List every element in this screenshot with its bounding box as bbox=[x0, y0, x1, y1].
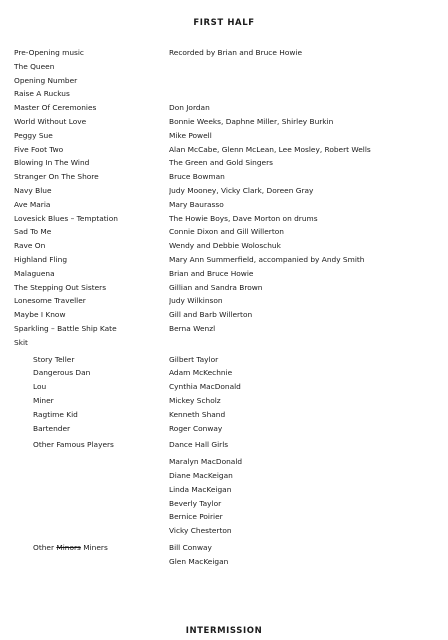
performer-name: Gillian and Sandra Brown bbox=[169, 282, 263, 292]
performer-name bbox=[169, 74, 439, 88]
performer-name: Gilbert Taylor bbox=[169, 354, 219, 364]
act-title: World Without Love bbox=[14, 116, 87, 126]
program-row bbox=[14, 322, 439, 336]
program-row bbox=[14, 74, 439, 88]
other-miners-row bbox=[14, 541, 439, 555]
skit-role: Lou bbox=[33, 382, 47, 392]
skit-role bbox=[14, 455, 169, 469]
act-title: Lonesome Traveller bbox=[14, 296, 86, 306]
skit-cast-list bbox=[14, 353, 439, 538]
other-miners-row bbox=[14, 555, 439, 569]
skit-row bbox=[14, 524, 439, 538]
performer-name: Gill and Barb Willerton bbox=[169, 310, 253, 320]
skit-row bbox=[14, 483, 439, 497]
act-title: Blowing In The Wind bbox=[14, 158, 90, 168]
performer-name: Judy Mooney, Vicky Clark, Doreen Gray bbox=[169, 185, 314, 195]
performer-name: Wendy and Debbie Woloschuk bbox=[169, 241, 281, 251]
program-row bbox=[14, 143, 439, 157]
performer-name: Diane MacKeigan bbox=[169, 470, 233, 480]
program-row bbox=[14, 115, 439, 129]
act-title: Opening Number bbox=[14, 75, 78, 85]
skit-role: Story Teller bbox=[33, 354, 75, 364]
act-title: Skit bbox=[14, 337, 28, 347]
skit-row bbox=[14, 353, 439, 367]
program-row bbox=[14, 46, 439, 60]
performer-name: Recorded by Brian and Bruce Howie bbox=[169, 48, 302, 57]
skit-row bbox=[14, 380, 439, 394]
act-title: Rave On bbox=[14, 241, 46, 251]
other-miners-list bbox=[14, 541, 439, 569]
act-title: Malaguena bbox=[14, 268, 55, 278]
performer-name: Brian and Bruce Howie bbox=[169, 268, 254, 278]
program-list bbox=[14, 46, 439, 568]
performer-name: The Green and Gold Singers bbox=[169, 158, 273, 168]
act-title: The Stepping Out Sisters bbox=[14, 282, 107, 292]
performer-name: Mary Ann Summerfield, accompanied by Andy Smith bbox=[169, 254, 365, 264]
act-title: Maybe I Know bbox=[14, 310, 66, 320]
performer-name: Beverly Taylor bbox=[169, 498, 222, 508]
program-row bbox=[14, 294, 439, 308]
act-title: Ave Maria bbox=[14, 199, 51, 209]
act-title: Sad To Me bbox=[14, 227, 52, 237]
program-row bbox=[14, 253, 439, 267]
skit-role: Bartender bbox=[33, 423, 71, 433]
act-title: Peggy Sue bbox=[14, 130, 53, 140]
program-row bbox=[14, 336, 439, 350]
program-row bbox=[14, 225, 439, 239]
performer-name: Dance Hall Girls bbox=[169, 440, 229, 450]
struck-word: Minors bbox=[56, 542, 81, 552]
act-title: Five Foot Two bbox=[14, 144, 64, 154]
program-row bbox=[14, 281, 439, 295]
act-title: Pre-Opening music bbox=[14, 48, 84, 57]
program-row bbox=[14, 170, 439, 184]
skit-row bbox=[14, 394, 439, 408]
performer-name: Vicky Chesterton bbox=[169, 526, 232, 536]
program-row bbox=[14, 101, 439, 115]
act-title: Raise A Ruckus bbox=[14, 89, 70, 99]
act-title: Stranger On The Shore bbox=[14, 172, 99, 182]
performer-name: Mary Baurasso bbox=[169, 199, 224, 209]
performer-name: Alan McCabe, Glenn McLean, Lee Mosley, Robert Wells bbox=[169, 144, 371, 154]
performer-name: Bonnie Weeks, Daphne Miller, Shirley Burkin bbox=[169, 116, 334, 126]
performer-name: Bruce Bowman bbox=[169, 172, 225, 182]
performer-name: Maralyn MacDonald bbox=[169, 457, 243, 467]
skit-role: Other Famous Players bbox=[33, 440, 114, 450]
skit-role bbox=[14, 483, 169, 497]
program-row bbox=[14, 184, 439, 198]
performer-name bbox=[169, 60, 439, 74]
performer-name: Bill Conway bbox=[169, 542, 212, 552]
skit-role bbox=[14, 469, 169, 483]
program-row bbox=[14, 239, 439, 253]
performer-name: Connie Dixon and Gill Willerton bbox=[169, 227, 284, 237]
skit-role bbox=[14, 510, 169, 524]
performer-name: Bernice Poirier bbox=[169, 512, 223, 522]
skit-role bbox=[14, 497, 169, 511]
performer-name: Adam McKechnie bbox=[169, 368, 233, 378]
first-half-heading: FIRST HALF bbox=[193, 18, 255, 28]
other-miners-label bbox=[14, 541, 169, 555]
performer-name: The Howie Boys, Dave Morton on drums bbox=[169, 213, 318, 223]
skit-role bbox=[14, 524, 169, 538]
skit-row bbox=[14, 366, 439, 380]
performer-name: Judy Wilkinson bbox=[169, 296, 223, 306]
acts-list bbox=[14, 46, 439, 350]
empty-label bbox=[14, 555, 169, 569]
performer-name: Berna Wenzl bbox=[169, 323, 216, 333]
performer-name bbox=[169, 87, 439, 101]
other-label-suffix: Miners bbox=[83, 542, 108, 552]
performer-name: Don Jordan bbox=[169, 103, 210, 113]
program-row bbox=[14, 212, 439, 226]
skit-row bbox=[14, 510, 439, 524]
act-title: Sparkling – Battle Ship Kate bbox=[14, 323, 117, 333]
program-row bbox=[14, 308, 439, 322]
skit-row bbox=[14, 469, 439, 483]
program-row bbox=[14, 267, 439, 281]
skit-role: Ragtime Kid bbox=[33, 409, 78, 419]
program-row bbox=[14, 87, 439, 101]
performer-name: Mike Powell bbox=[169, 130, 212, 140]
performer-name: Linda MacKeigan bbox=[169, 484, 232, 494]
other-label-prefix: Other bbox=[33, 542, 54, 552]
skit-role: Miner bbox=[33, 395, 54, 405]
performer-name: Glen MacKeigan bbox=[169, 556, 229, 566]
skit-row bbox=[14, 422, 439, 436]
skit-row bbox=[14, 497, 439, 511]
skit-row bbox=[14, 438, 439, 452]
act-title: Highland Fling bbox=[14, 254, 68, 264]
act-title: Navy Blue bbox=[14, 185, 52, 195]
program-row bbox=[14, 198, 439, 212]
act-title: Master Of Ceremonies bbox=[14, 103, 97, 113]
performer-name: Roger Conway bbox=[169, 423, 223, 433]
program-row bbox=[14, 60, 439, 74]
performer-name: Kenneth Shand bbox=[169, 409, 226, 419]
program-row bbox=[14, 156, 439, 170]
performer-name: Cynthia MacDonald bbox=[169, 382, 241, 392]
act-title: The Queen bbox=[14, 61, 55, 71]
act-title: Lovesick Blues – Temptation bbox=[14, 213, 118, 223]
performer-name bbox=[169, 336, 439, 350]
intermission-heading: INTERMISSION bbox=[185, 626, 263, 636]
skit-row bbox=[14, 455, 439, 469]
program-row bbox=[14, 129, 439, 143]
performer-name: Mickey Scholz bbox=[169, 395, 221, 405]
skit-role: Dangerous Dan bbox=[33, 368, 91, 378]
skit-row bbox=[14, 408, 439, 422]
